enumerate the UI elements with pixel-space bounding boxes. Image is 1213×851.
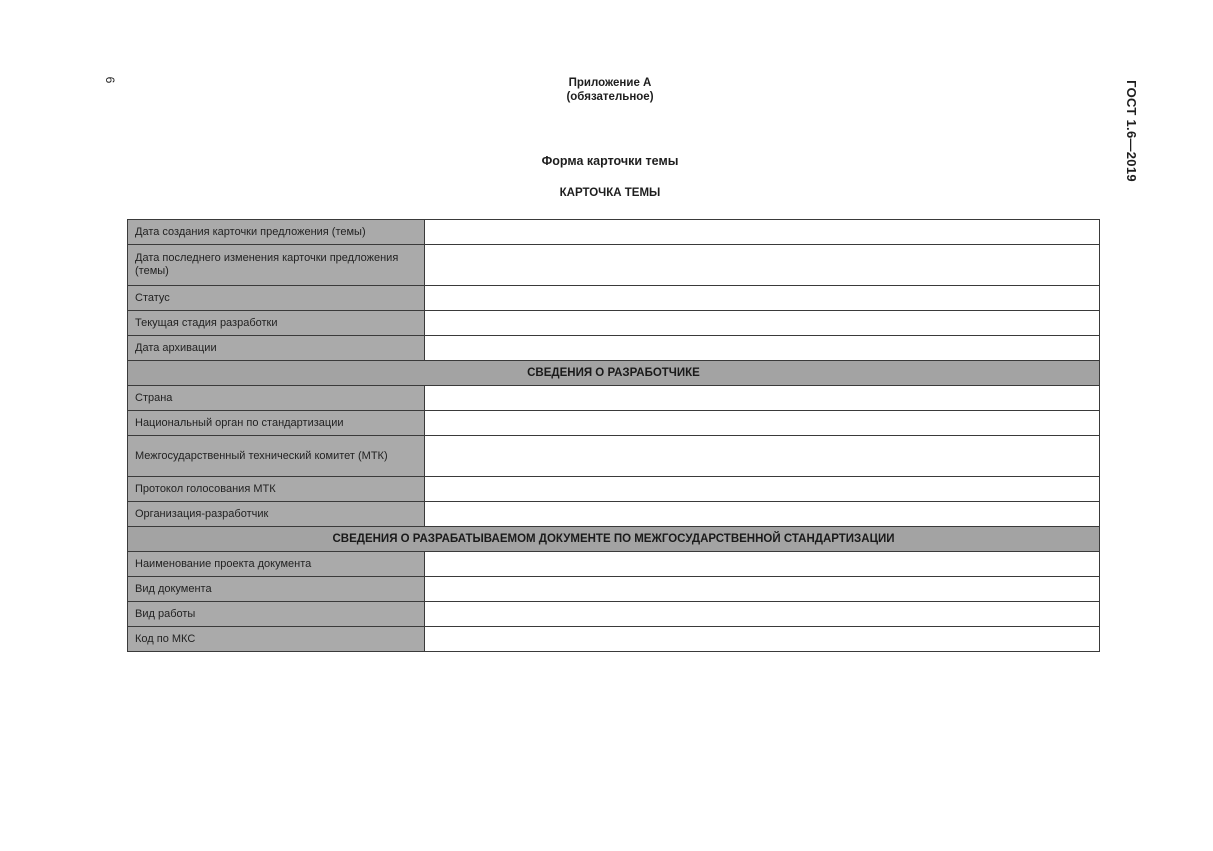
row-label-country: Страна: [128, 386, 425, 411]
row-label-draft-name: Наименование проекта документа: [128, 552, 425, 577]
table-row: [128, 552, 1100, 577]
table-row: [128, 311, 1100, 336]
row-label-last-modified-date: Дата последнего изменения карточки предложения (темы): [128, 245, 425, 286]
appendix-header: [460, 76, 760, 104]
row-label-national-body: Национальный орган по стандартизации: [128, 411, 425, 436]
table-row: [128, 502, 1100, 527]
row-value-document-type[interactable]: [425, 577, 1100, 602]
row-value-last-modified-date[interactable]: [425, 245, 1100, 286]
table-row: [128, 627, 1100, 652]
row-value-work-type[interactable]: [425, 602, 1100, 627]
table-row: [128, 577, 1100, 602]
row-value-national-body[interactable]: [425, 411, 1100, 436]
appendix-note: (обязательное): [566, 91, 654, 103]
section-heading-developer: СВЕДЕНИЯ О РАЗРАБОТЧИКЕ: [128, 361, 1100, 386]
table-row: [128, 286, 1100, 311]
table-row: [128, 220, 1100, 245]
table-row: [128, 477, 1100, 502]
table-row: [128, 245, 1100, 286]
row-label-voting-protocol: Протокол голосования МТК: [128, 477, 425, 502]
table-row: [128, 386, 1100, 411]
topic-card-table: [127, 219, 1100, 652]
row-label-current-stage: Текущая стадия разработки: [128, 311, 425, 336]
row-value-country[interactable]: [425, 386, 1100, 411]
row-label-ics-code: Код по МКС: [128, 627, 425, 652]
card-title: КАРТОЧКА ТЕМЫ: [559, 187, 661, 199]
form-title: Форма карточки темы: [541, 154, 679, 168]
row-label-interstate-committee: Межгосударственный технический комитет (МТК): [128, 436, 425, 477]
row-label-archive-date: Дата архивации: [128, 336, 425, 361]
row-value-developer-organization[interactable]: [425, 502, 1100, 527]
section-heading-document: СВЕДЕНИЯ О РАЗРАБАТЫВАЕМОМ ДОКУМЕНТЕ ПО МЕЖГОСУДАРСТВЕННОЙ СТАНДАРТИЗАЦИИ: [128, 527, 1100, 552]
row-label-document-type: Вид документа: [128, 577, 425, 602]
row-value-interstate-committee[interactable]: [425, 436, 1100, 477]
row-value-status[interactable]: [425, 286, 1100, 311]
section-header-row: [128, 527, 1100, 552]
row-value-voting-protocol[interactable]: [425, 477, 1100, 502]
standard-code: ГОСТ 1.6—2019: [1124, 80, 1139, 182]
appendix-title: Приложение А: [568, 77, 652, 89]
page-number: 6: [103, 76, 117, 84]
row-label-creation-date: Дата создания карточки предложения (темы): [128, 220, 425, 245]
table-row: [128, 602, 1100, 627]
row-value-ics-code[interactable]: [425, 627, 1100, 652]
row-label-work-type: Вид работы: [128, 602, 425, 627]
row-label-developer-organization: Организация-разработчик: [128, 502, 425, 527]
section-header-row: [128, 361, 1100, 386]
row-value-archive-date[interactable]: [425, 336, 1100, 361]
row-label-status: Статус: [128, 286, 425, 311]
table-row: [128, 436, 1100, 477]
row-value-current-stage[interactable]: [425, 311, 1100, 336]
table-row: [128, 411, 1100, 436]
row-value-draft-name[interactable]: [425, 552, 1100, 577]
table-row: [128, 336, 1100, 361]
row-value-creation-date[interactable]: [425, 220, 1100, 245]
